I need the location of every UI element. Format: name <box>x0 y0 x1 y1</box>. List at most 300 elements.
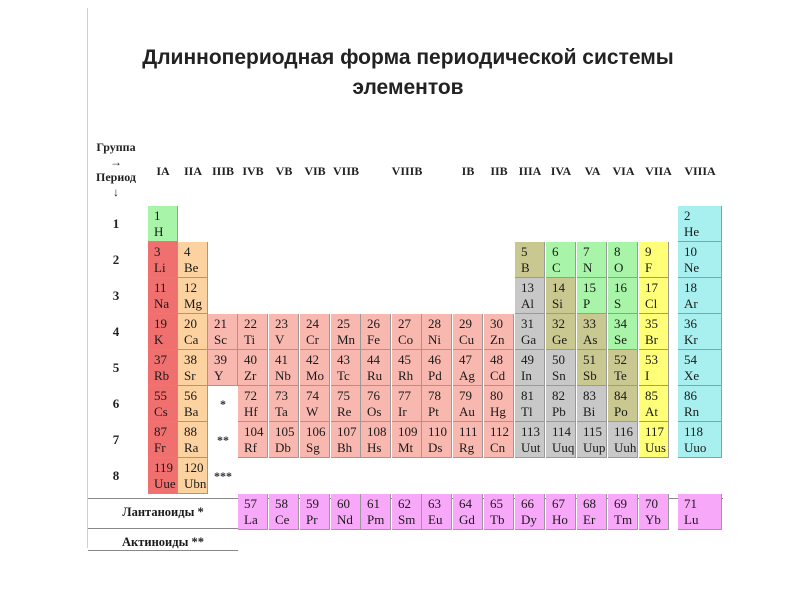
element-cell-uuo <box>678 422 722 458</box>
element-symbol: Tb <box>490 511 505 527</box>
element-symbol: Pm <box>367 511 385 527</box>
divider <box>88 528 238 529</box>
element-symbol: Gd <box>459 511 475 527</box>
element-symbol: Sb <box>583 367 597 383</box>
f-block-placeholder: *** <box>214 468 232 483</box>
element-cell-y <box>208 350 238 386</box>
element-cell-ds <box>422 422 452 458</box>
element-symbol: Hs <box>367 439 382 455</box>
atomic-number: 87 <box>154 423 167 439</box>
atomic-number: 68 <box>583 495 596 511</box>
element-cell-li <box>148 242 178 278</box>
element-cell-sm <box>392 494 422 530</box>
element-symbol: Rn <box>684 403 700 419</box>
element-symbol: Ar <box>684 295 698 311</box>
element-symbol: Uut <box>521 439 541 455</box>
element-symbol: Re <box>337 403 352 419</box>
atomic-number: 109 <box>398 423 418 439</box>
arrow-down-icon: ↓ <box>113 185 119 199</box>
atomic-number: 36 <box>684 315 697 331</box>
element-symbol: Ir <box>398 403 407 419</box>
element-symbol: Pt <box>428 403 439 419</box>
element-symbol: Sr <box>184 367 196 383</box>
element-symbol: Ru <box>367 367 383 383</box>
element-symbol: Mn <box>337 331 356 347</box>
element-cell-cn <box>484 422 514 458</box>
element-cell-ne <box>678 242 722 278</box>
element-symbol: Fe <box>367 331 380 347</box>
element-symbol: Cu <box>459 331 475 347</box>
element-cell-rb <box>148 350 178 386</box>
atomic-number: 42 <box>306 351 319 367</box>
element-cell-al <box>515 278 545 314</box>
atomic-number: 13 <box>521 279 534 295</box>
atomic-number: 22 <box>244 315 257 331</box>
element-cell-w <box>300 386 330 422</box>
atomic-number: 119 <box>154 459 174 475</box>
lanthanides-label: Лантаноиды * <box>122 505 204 519</box>
element-symbol: La <box>244 511 258 527</box>
element-cell-pt <box>422 386 452 422</box>
element-symbol: Cs <box>154 403 168 419</box>
atomic-number: 41 <box>275 351 288 367</box>
atomic-number: 39 <box>214 351 227 367</box>
element-cell-rf <box>238 422 268 458</box>
atomic-number: 12 <box>184 279 197 295</box>
element-symbol: C <box>552 259 561 275</box>
element-symbol: In <box>521 367 532 383</box>
atomic-number: 29 <box>459 315 472 331</box>
atomic-number: 2 <box>684 207 691 223</box>
atomic-number: 74 <box>306 387 319 403</box>
element-cell-kr <box>678 314 722 350</box>
element-symbol: Zn <box>490 331 505 347</box>
element-cell-c <box>546 242 576 278</box>
atomic-number: 50 <box>552 351 565 367</box>
divider <box>88 550 238 551</box>
atomic-number: 110 <box>428 423 448 439</box>
atomic-number: 19 <box>154 315 167 331</box>
atomic-number: 55 <box>154 387 167 403</box>
element-cell-uup <box>577 422 607 458</box>
element-symbol: Pr <box>306 511 318 527</box>
element-symbol: Kr <box>684 331 698 347</box>
element-symbol: Be <box>184 259 199 275</box>
element-cell-ubn <box>178 458 208 494</box>
atomic-number: 25 <box>337 315 350 331</box>
atomic-number: 37 <box>154 351 167 367</box>
atomic-number: 58 <box>275 495 288 511</box>
element-symbol: Rf <box>244 439 257 455</box>
atomic-number: 84 <box>614 387 627 403</box>
atomic-number: 49 <box>521 351 534 367</box>
element-cell-ag <box>453 350 483 386</box>
group-header-vb: VB <box>275 163 293 178</box>
element-symbol: B <box>521 259 530 275</box>
element-cell-zn <box>484 314 514 350</box>
group-header-ivb: IVB <box>242 163 264 178</box>
title-line-2: элементов <box>352 76 464 99</box>
element-cell-uut <box>515 422 545 458</box>
element-cell-cs <box>148 386 178 422</box>
atomic-number: 16 <box>614 279 627 295</box>
element-cell-ti <box>238 314 268 350</box>
element-cell-k <box>148 314 178 350</box>
atomic-number: 43 <box>337 351 350 367</box>
atomic-number: 53 <box>645 351 658 367</box>
atomic-number: 46 <box>428 351 441 367</box>
atomic-number: 79 <box>459 387 472 403</box>
element-symbol: Br <box>645 331 658 347</box>
element-symbol: Pb <box>552 403 566 419</box>
atomic-number: 61 <box>367 495 380 511</box>
element-cell-re <box>331 386 361 422</box>
element-cell-n <box>577 242 607 278</box>
atomic-number: 82 <box>552 387 565 403</box>
element-symbol: F <box>645 259 653 275</box>
element-symbol: Sg <box>306 439 320 455</box>
atomic-number: 27 <box>398 315 411 331</box>
element-cell-mt <box>392 422 422 458</box>
element-symbol: Cn <box>490 439 506 455</box>
element-cell-tb <box>484 494 514 530</box>
element-cell-pb <box>546 386 576 422</box>
element-symbol: Si <box>552 295 563 311</box>
element-cell-sb <box>577 350 607 386</box>
element-symbol: Ne <box>684 259 700 275</box>
element-symbol: Uup <box>583 439 606 455</box>
element-cell-be <box>178 242 208 278</box>
atomic-number: 32 <box>552 315 565 331</box>
element-symbol: Er <box>583 511 596 527</box>
atomic-number: 38 <box>184 351 197 367</box>
element-cell-pm <box>361 494 391 530</box>
atomic-number: 85 <box>645 387 658 403</box>
element-symbol: O <box>614 259 624 275</box>
element-cell-ni <box>422 314 452 350</box>
atomic-number: 54 <box>684 351 697 367</box>
element-cell-rn <box>678 386 722 422</box>
atomic-number: 21 <box>214 315 227 331</box>
element-cell-la <box>238 494 268 530</box>
element-cell-tc <box>331 350 361 386</box>
element-symbol: Se <box>614 331 627 347</box>
element-symbol: Uuq <box>552 439 575 455</box>
element-symbol: Cd <box>490 367 506 383</box>
element-symbol: Sc <box>214 331 227 347</box>
atomic-number: 56 <box>184 387 197 403</box>
atomic-number: 8 <box>614 243 621 259</box>
element-symbol: S <box>614 295 622 311</box>
atomic-number: 60 <box>337 495 350 511</box>
atomic-number: 75 <box>337 387 350 403</box>
atomic-number: 114 <box>552 423 572 439</box>
group-header-viiia: VIIIA <box>684 163 716 178</box>
group-header-iiia: IIIA <box>518 163 542 178</box>
element-cell-uuq <box>546 422 576 458</box>
element-symbol: Uus <box>645 439 666 455</box>
element-cell-uue <box>148 458 178 494</box>
element-cell-as <box>577 314 607 350</box>
element-symbol: Co <box>398 331 414 347</box>
element-cell-sc <box>208 314 238 350</box>
element-symbol: Uuo <box>684 439 707 455</box>
atomic-number: 44 <box>367 351 380 367</box>
atomic-number: 113 <box>521 423 541 439</box>
element-symbol: V <box>275 331 285 347</box>
element-symbol: Y <box>214 367 224 383</box>
element-symbol: Bh <box>337 439 353 455</box>
element-symbol: Yb <box>645 511 661 527</box>
element-cell-in <box>515 350 545 386</box>
element-symbol: Mt <box>398 439 414 455</box>
group-header-iva: IVA <box>550 163 572 178</box>
group-header-via: VIA <box>612 163 635 178</box>
element-cell-rg <box>453 422 483 458</box>
element-symbol: Mg <box>184 295 203 311</box>
element-cell-hf <box>238 386 268 422</box>
element-cell-s <box>608 278 638 314</box>
element-cell-yb <box>639 494 669 530</box>
element-symbol: W <box>306 403 319 419</box>
element-cell-sn <box>546 350 576 386</box>
element-symbol: Ag <box>459 367 475 383</box>
element-cell-cu <box>453 314 483 350</box>
atomic-number: 86 <box>684 387 697 403</box>
element-symbol: Sm <box>398 511 416 527</box>
arrow-right-icon: → <box>110 155 122 169</box>
actinides-label: Актиноиды ** <box>122 535 204 549</box>
group-header-iiib: IIIB <box>211 163 234 178</box>
atomic-number: 104 <box>244 423 264 439</box>
atomic-number: 26 <box>367 315 380 331</box>
element-cell-uuh <box>608 422 638 458</box>
group-header-viib: VIIB <box>332 163 359 178</box>
element-symbol: Ba <box>184 403 199 419</box>
element-symbol: Rb <box>154 367 170 383</box>
atomic-number: 10 <box>684 243 697 259</box>
element-symbol: K <box>154 331 164 347</box>
f-block-placeholder: * <box>220 396 226 411</box>
element-symbol: Os <box>367 403 382 419</box>
element-cell-os <box>361 386 391 422</box>
period-label-5: 5 <box>112 360 120 375</box>
atomic-number: 76 <box>367 387 380 403</box>
title-line-1: Длиннопериодная форма периодической системы <box>142 46 674 69</box>
atomic-number: 14 <box>552 279 565 295</box>
period-label-1: 1 <box>112 216 120 231</box>
element-cell-sg <box>300 422 330 458</box>
element-cell-p <box>577 278 607 314</box>
element-symbol: Hf <box>244 403 258 419</box>
atomic-number: 17 <box>645 279 658 295</box>
atomic-number: 112 <box>490 423 510 439</box>
element-symbol: Tc <box>337 367 350 383</box>
atomic-number: 30 <box>490 315 503 331</box>
atomic-number: 116 <box>614 423 634 439</box>
element-cell-po <box>608 386 638 422</box>
element-cell-tl <box>515 386 545 422</box>
element-symbol: Au <box>459 403 475 419</box>
atomic-number: 108 <box>367 423 387 439</box>
element-cell-na <box>148 278 178 314</box>
element-symbol: Mo <box>306 367 325 383</box>
period-label-4: 4 <box>112 324 120 339</box>
atomic-number: 69 <box>614 495 627 511</box>
element-cell-ta <box>269 386 299 422</box>
atomic-number: 6 <box>552 243 559 259</box>
atomic-number: 51 <box>583 351 596 367</box>
element-cell-ar <box>678 278 722 314</box>
element-symbol: Ge <box>552 331 568 347</box>
atomic-number: 9 <box>645 243 652 259</box>
atomic-number: 24 <box>306 315 319 331</box>
atomic-number: 23 <box>275 315 288 331</box>
atomic-number: 45 <box>398 351 411 367</box>
element-symbol: Li <box>154 259 166 275</box>
atomic-number: 62 <box>398 495 411 511</box>
element-symbol: Rh <box>398 367 414 383</box>
atomic-number: 59 <box>306 495 319 511</box>
element-cell-si <box>546 278 576 314</box>
element-symbol: Ds <box>428 439 443 455</box>
atomic-number: 73 <box>275 387 288 403</box>
period-label-7: 7 <box>112 432 120 447</box>
atomic-number: 33 <box>583 315 596 331</box>
element-cell-nb <box>269 350 299 386</box>
element-cell-xe <box>678 350 722 386</box>
atomic-number: 83 <box>583 387 596 403</box>
atomic-number: 117 <box>645 423 665 439</box>
group-header-viia: VIIA <box>645 163 672 178</box>
element-cell-sr <box>178 350 208 386</box>
group-period-corner-label <box>88 138 144 202</box>
element-symbol: N <box>583 259 593 275</box>
element-cell-au <box>453 386 483 422</box>
element-cell-cr <box>300 314 330 350</box>
atomic-number: 18 <box>684 279 697 295</box>
atomic-number: 64 <box>459 495 472 511</box>
element-symbol: Xe <box>684 367 700 383</box>
element-cell-ce <box>269 494 299 530</box>
period-label: Период <box>96 170 136 184</box>
element-symbol: Pd <box>428 367 442 383</box>
group-header-viiib: VIIIB <box>391 163 423 178</box>
atomic-number: 80 <box>490 387 503 403</box>
element-cell-se <box>608 314 638 350</box>
element-cell-pr <box>300 494 330 530</box>
element-cell-ra <box>178 422 208 458</box>
atomic-number: 11 <box>154 279 167 295</box>
element-cell-bh <box>331 422 361 458</box>
element-symbol: Rg <box>459 439 475 455</box>
element-symbol: P <box>583 295 591 311</box>
element-symbol: Ra <box>184 439 199 455</box>
element-symbol: Fr <box>154 439 166 455</box>
element-symbol: Ho <box>552 511 568 527</box>
element-cell-hs <box>361 422 391 458</box>
element-cell-mg <box>178 278 208 314</box>
element-cell-br <box>639 314 669 350</box>
element-cell-ru <box>361 350 391 386</box>
atomic-number: 48 <box>490 351 503 367</box>
element-cell-fr <box>148 422 178 458</box>
element-symbol: Al <box>521 295 534 311</box>
atomic-number: 70 <box>645 495 658 511</box>
element-cell-fe <box>361 314 391 350</box>
atomic-number: 15 <box>583 279 596 295</box>
element-cell-zr <box>238 350 268 386</box>
atomic-number: 78 <box>428 387 441 403</box>
element-symbol: Hg <box>490 403 506 419</box>
element-symbol: As <box>583 331 598 347</box>
element-cell-ge <box>546 314 576 350</box>
element-cell-tm <box>608 494 638 530</box>
element-cell-h <box>148 206 178 242</box>
element-symbol: Nd <box>337 511 353 527</box>
element-symbol: I <box>645 367 650 383</box>
atomic-number: 47 <box>459 351 472 367</box>
atomic-number: 28 <box>428 315 441 331</box>
element-symbol: Tl <box>521 403 533 419</box>
element-symbol: He <box>684 223 700 239</box>
element-cell-b <box>515 242 545 278</box>
element-cell-v <box>269 314 299 350</box>
element-symbol: Db <box>275 439 291 455</box>
atomic-number: 4 <box>184 243 191 259</box>
atomic-number: 77 <box>398 387 411 403</box>
group-header-ib: IB <box>461 163 475 178</box>
atomic-number: 111 <box>459 423 478 439</box>
element-symbol: Uuh <box>614 439 637 455</box>
atomic-number: 52 <box>614 351 627 367</box>
element-cell-he <box>678 206 722 242</box>
atomic-number: 1 <box>154 207 161 223</box>
element-symbol: Tm <box>614 511 633 527</box>
group-header-va: VA <box>584 163 601 178</box>
element-cell-mn <box>331 314 361 350</box>
element-symbol: Na <box>154 295 170 311</box>
atomic-number: 66 <box>521 495 534 511</box>
atomic-number: 106 <box>306 423 326 439</box>
element-cell-dy <box>515 494 545 530</box>
element-cell-mo <box>300 350 330 386</box>
element-symbol: Uue <box>154 475 176 491</box>
element-cell-te <box>608 350 638 386</box>
element-symbol: Ga <box>521 331 537 347</box>
element-cell-eu <box>422 494 452 530</box>
element-cell-cd <box>484 350 514 386</box>
period-label-3: 3 <box>112 288 120 303</box>
element-symbol: Ca <box>184 331 199 347</box>
element-symbol: Ti <box>244 331 256 347</box>
element-symbol: Po <box>614 403 628 419</box>
atomic-number: 5 <box>521 243 528 259</box>
period-label-6: 6 <box>112 396 120 411</box>
element-symbol: Lu <box>684 511 699 527</box>
group-header-ia: IA <box>156 163 170 178</box>
element-symbol: H <box>154 223 164 239</box>
element-cell-er <box>577 494 607 530</box>
atomic-number: 71 <box>684 495 697 511</box>
group-label: Группа <box>96 140 136 154</box>
element-symbol: Eu <box>428 511 443 527</box>
element-symbol: Te <box>614 367 627 383</box>
element-cell-rh <box>392 350 422 386</box>
atomic-number: 118 <box>684 423 704 439</box>
atomic-number: 105 <box>275 423 295 439</box>
element-cell-lu <box>678 494 722 530</box>
